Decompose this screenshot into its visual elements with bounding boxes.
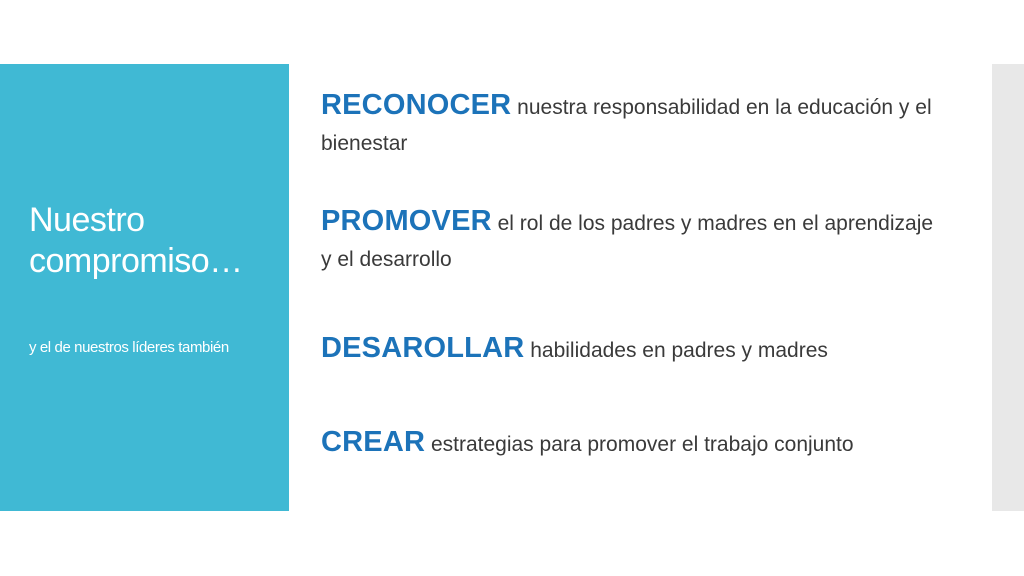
- commitment-text: el rol de los padres y madres en el aprendizaje y el desarrollo: [321, 212, 934, 271]
- commitment-keyword: DESAROLLAR: [321, 332, 525, 364]
- slide-title: Nuestro compromiso…: [29, 201, 243, 281]
- commitment-text: estrategias para promover el trabajo conjunto: [425, 433, 854, 456]
- commitment-keyword: CREAR: [321, 426, 426, 458]
- commitment-keyword: RECONOCER: [321, 89, 512, 121]
- commitment-item: [321, 84, 941, 159]
- commitment-text: nuestra responsabilidad en la educación y el bienestar: [321, 96, 932, 155]
- commitment-keyword: PROMOVER: [321, 205, 492, 237]
- side-bar: [992, 64, 1024, 511]
- slide-subtitle: y el de nuestros líderes también: [29, 339, 229, 356]
- commitment-item: [321, 421, 941, 465]
- commitment-item: [321, 327, 941, 371]
- commitment-text: habilidades en padres y madres: [524, 339, 828, 362]
- title-panel: [0, 64, 289, 511]
- commitment-item: [321, 200, 941, 275]
